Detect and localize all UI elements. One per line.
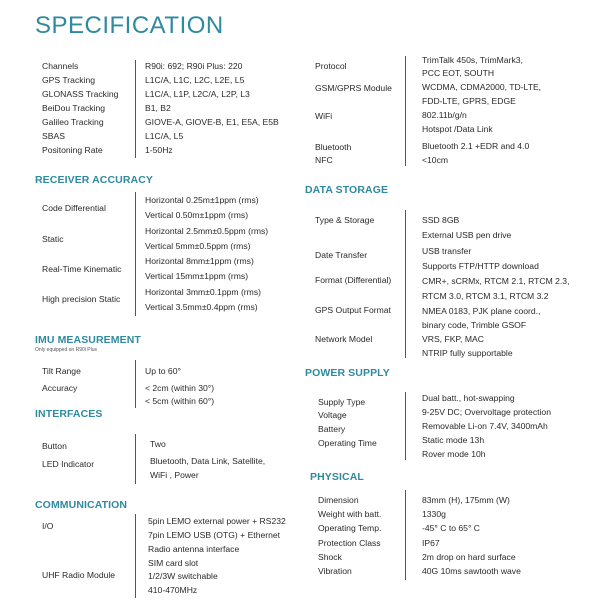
spec-value: 83mm (H), 175mm (W) <box>422 495 510 505</box>
column-divider <box>405 56 406 166</box>
column-divider <box>135 360 136 408</box>
page-title: SPECIFICATION <box>35 12 224 39</box>
spec-value: Vertical 15mm±1ppm (rms) <box>145 271 249 281</box>
spec-value: VRS, FKP, MAC <box>422 334 484 344</box>
column-divider <box>405 392 406 460</box>
spec-value: GIOVE-A, GIOVE-B, E1, E5A, E5B <box>145 117 279 127</box>
spec-value: Vertical 0.50m±1ppm (rms) <box>145 210 249 220</box>
spec-label: Channels <box>42 61 79 71</box>
spec-value: TrimTalk 450s, TrimMark3, <box>422 55 523 65</box>
spec-label: GPS Output Format <box>315 305 391 315</box>
spec-label: High precision Static <box>42 294 121 304</box>
spec-label: Bluetooth <box>315 142 352 152</box>
spec-value: Horizontal 0.25m±1ppm (rms) <box>145 195 259 205</box>
spec-value: L1C/A, L1C, L2C, L2E, L5 <box>145 75 245 85</box>
spec-label: GPS Tracking <box>42 75 96 85</box>
spec-value: B1, B2 <box>145 103 171 113</box>
spec-value: 7pin LEMO USB (OTG) + Ethernet <box>148 530 281 540</box>
spec-value: SIM card slot <box>148 558 199 568</box>
spec-value: -45° C to 65° C <box>422 523 480 533</box>
spec-label: Tilt Range <box>42 366 81 376</box>
section-heading: PHYSICAL <box>310 471 364 483</box>
column-divider <box>405 490 406 580</box>
spec-label: Accuracy <box>42 383 78 393</box>
section-heading: RECEIVER ACCURACY <box>35 174 153 186</box>
section-heading: POWER SUPPLY <box>305 367 390 379</box>
spec-label: Galileo Tracking <box>42 117 104 127</box>
spec-value: 9-25V DC; Overvoltage protection <box>422 407 551 417</box>
spec-label: Date Transfer <box>315 250 368 260</box>
spec-value: PCC EOT, SOUTH <box>422 68 495 78</box>
column-divider <box>135 514 136 598</box>
column-divider <box>405 210 406 358</box>
spec-label: Weight with batt. <box>318 509 382 519</box>
spec-value: Radio antenna interface <box>148 544 240 554</box>
spec-value: 1-50Hz <box>145 145 173 155</box>
spec-value: 2m drop on hard surface <box>422 552 516 562</box>
spec-value: L1C/A, L1P, L2C/A, L2P, L3 <box>145 89 250 99</box>
spec-value: NTRIP fully supportable <box>422 348 513 358</box>
spec-label: GLONASS Tracking <box>42 89 119 99</box>
spec-value: CMR+, sCRMx, RTCM 2.1, RTCM 2.3, <box>422 276 570 286</box>
spec-label: Positoning Rate <box>42 145 103 155</box>
spec-value: Two <box>150 439 166 449</box>
spec-label: Dimension <box>318 495 359 505</box>
spec-label: Shock <box>318 552 342 562</box>
column-divider <box>135 60 136 158</box>
spec-value: External USB pen drive <box>422 230 512 240</box>
spec-label: Vibration <box>318 566 352 576</box>
spec-value: Horizontal 3mm±0.1ppm (rms) <box>145 287 261 297</box>
spec-value: 410-470MHz <box>148 585 198 595</box>
spec-value: Dual batt., hot-swapping <box>422 393 515 403</box>
spec-value: Up to 60° <box>145 366 181 376</box>
spec-label: Operating Temp. <box>318 523 382 533</box>
spec-label: Button <box>42 441 67 451</box>
spec-value: IP67 <box>422 538 440 548</box>
spec-value: 802.11b/g/n <box>422 110 467 120</box>
spec-value: L1C/A, L5 <box>145 131 184 141</box>
spec-label: BeiDou Tracking <box>42 103 106 113</box>
spec-value: Vertical 5mm±0.5ppm (rms) <box>145 241 251 251</box>
spec-value: <10cm <box>422 155 449 165</box>
spec-value: Horizontal 8mm±1ppm (rms) <box>145 256 254 266</box>
spec-label: Battery <box>318 424 346 434</box>
spec-value: USB transfer <box>422 246 472 256</box>
spec-label: Protection Class <box>318 538 381 548</box>
spec-value: WiFi , Power <box>150 470 199 480</box>
spec-label: Supply Type <box>318 397 366 407</box>
spec-value: 5pin LEMO external power + RS232 <box>148 516 286 526</box>
imu-note: Only equipped on R90i Plus <box>35 347 97 353</box>
spec-value: 40G 10ms sawtooth wave <box>422 566 521 576</box>
spec-value: < 2cm (within 30°) <box>145 383 215 393</box>
spec-label: Protocol <box>315 61 347 71</box>
section-heading: INTERFACES <box>35 408 103 420</box>
spec-value: WCDMA, CDMA2000, TD-LTE, <box>422 82 542 92</box>
spec-label: SBAS <box>42 131 65 141</box>
spec-label: Real-Time Kinematic <box>42 264 122 274</box>
spec-label: Network Model <box>315 334 373 344</box>
spec-label: Format (Differential) <box>315 275 392 285</box>
spec-value: < 5cm (within 60°) <box>145 396 215 406</box>
spec-value: SSD 8GB <box>422 215 460 225</box>
spec-value: binary code, Trimble GSOF <box>422 320 527 330</box>
column-divider <box>135 192 136 316</box>
spec-value: R90i: 692; R90i Plus: 220 <box>145 61 243 71</box>
spec-label: Type & Storage <box>315 215 375 225</box>
spec-label: Code Differential <box>42 203 106 213</box>
spec-value: Bluetooth 2.1 +EDR and 4.0 <box>422 141 530 151</box>
spec-value: 1/2/3W switchable <box>148 571 218 581</box>
spec-value: Rover mode 10h <box>422 449 486 459</box>
spec-value: Bluetooth, Data Link, Satellite, <box>150 456 266 466</box>
section-heading: IMU MEASUREMENT <box>35 334 141 346</box>
spec-label: I/O <box>42 521 54 531</box>
spec-value: Horizontal 2.5mm±0.5ppm (rms) <box>145 226 269 236</box>
spec-value: Vertical 3.5mm±0.4ppm (rms) <box>145 302 258 312</box>
spec-label: GSM/GPRS Module <box>315 83 392 93</box>
spec-label: Operating Time <box>318 438 377 448</box>
spec-label: WiFi <box>315 111 333 121</box>
spec-value: Removable Li-on 7.4V, 3400mAh <box>422 421 548 431</box>
spec-value: Supports FTP/HTTP download <box>422 261 539 271</box>
spec-label: Static <box>42 234 64 244</box>
spec-value: 1330g <box>422 509 446 519</box>
spec-label: Voltage <box>318 410 347 420</box>
spec-label: UHF Radio Module <box>42 570 116 580</box>
spec-value: NMEA 0183, PJK plane coord., <box>422 306 541 316</box>
spec-label: NFC <box>315 155 333 165</box>
column-divider <box>135 434 136 484</box>
section-heading: COMMUNICATION <box>35 499 128 511</box>
spec-value: FDD-LTE, GPRS, EDGE <box>422 96 516 106</box>
spec-value: Hotspot /Data Link <box>422 124 493 134</box>
spec-value: Static mode 13h <box>422 435 485 445</box>
spec-value: RTCM 3.0, RTCM 3.1, RTCM 3.2 <box>422 291 549 301</box>
spec-label: LED Indicator <box>42 459 95 469</box>
section-heading: DATA STORAGE <box>305 184 389 196</box>
